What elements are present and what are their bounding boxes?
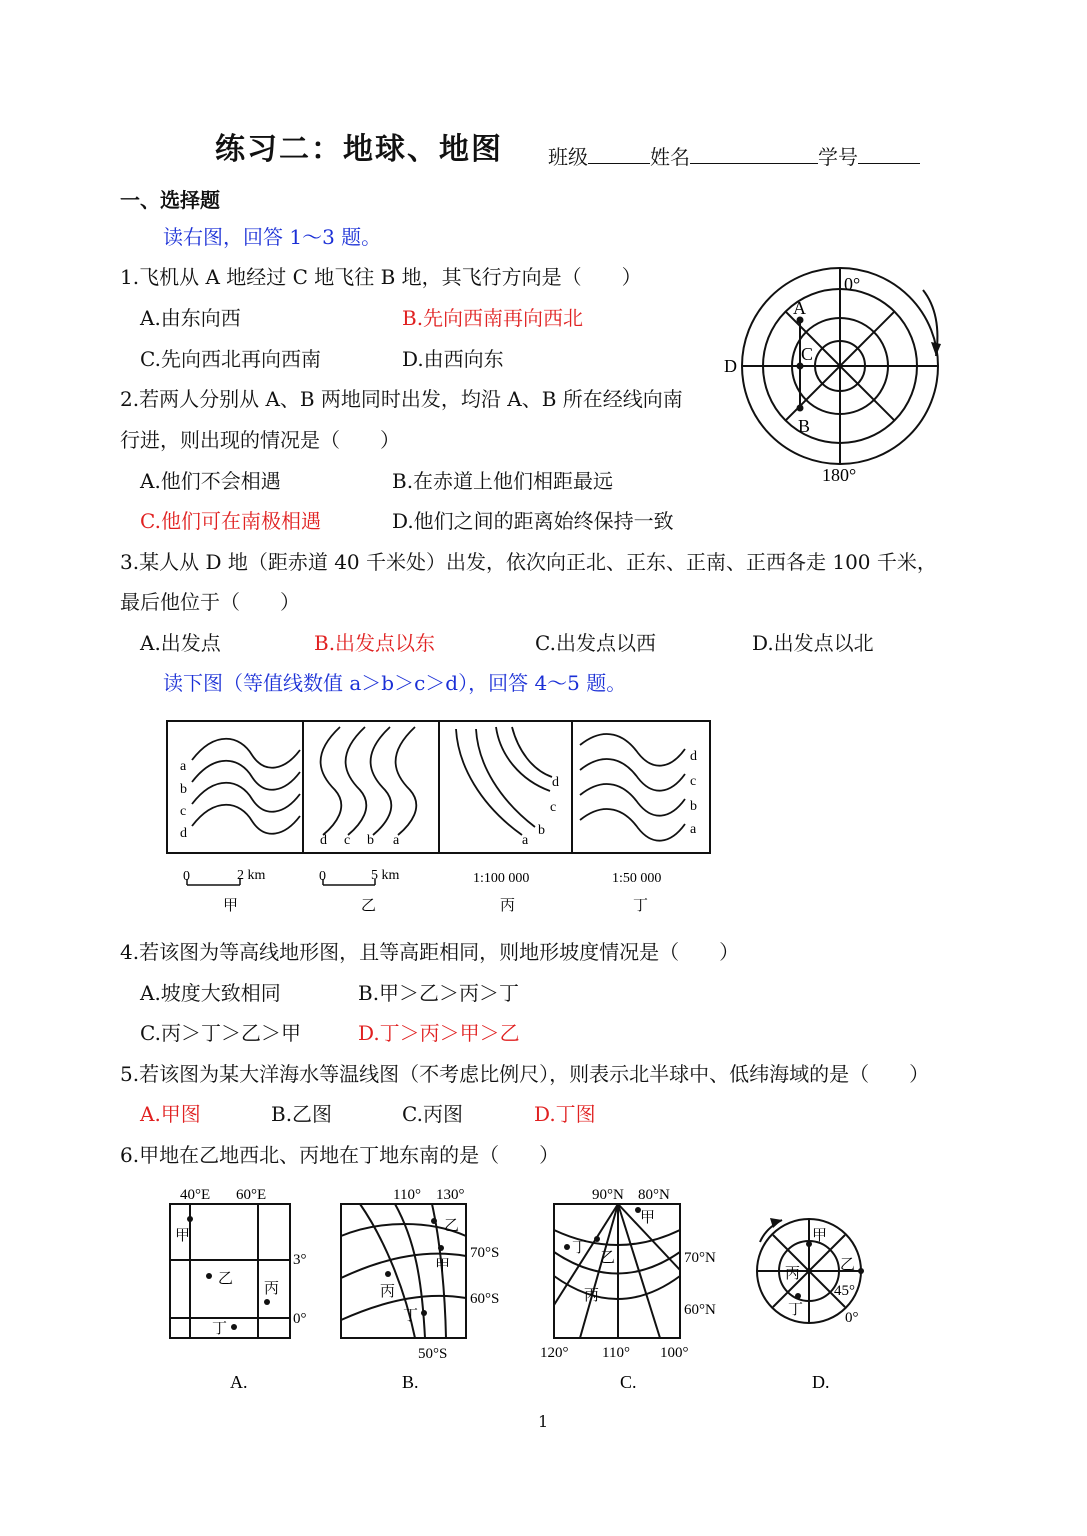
q6-maps (160, 1180, 880, 1400)
q5-option-d[interactable]: D.丁图 (534, 1102, 596, 1126)
map-c-p3: 乙 (600, 1250, 616, 1266)
bing-label-4: b (538, 823, 545, 838)
jia-label-2: b (180, 782, 187, 797)
map-b-p3: 丙 (380, 1284, 396, 1300)
jia-scale: 2 km (237, 868, 266, 883)
yi-label-2: c (344, 833, 351, 848)
section-heading: 一、选择题 (120, 188, 220, 212)
id-label: 学号 (818, 145, 858, 169)
map-b-lat1: 70°S (470, 1245, 500, 1261)
q2-option-d[interactable]: D.他们之间的距离始终保持一致 (392, 509, 674, 533)
map-c-p1: 甲 (640, 1210, 656, 1226)
map-d-caption: D. (812, 1372, 830, 1392)
q2-stem-line2: 行进，则出现的情况是（ ） (120, 428, 400, 452)
point-b-dot (797, 405, 804, 412)
bing-name: 丙 (500, 898, 516, 914)
q2-option-c[interactable]: C.他们可在南极相遇 (140, 509, 321, 533)
class-label: 班级 (548, 145, 588, 169)
ding-label-1: d (690, 749, 697, 764)
q2-option-a[interactable]: A.他们不会相遇 (140, 469, 281, 493)
map-b-p2: 甲 (435, 1258, 451, 1274)
q5-option-c[interactable]: C.丙图 (402, 1102, 463, 1126)
map-a-p2: 乙 (218, 1271, 234, 1287)
bing-label-3: a (522, 833, 529, 848)
map-a-p4: 丁 (212, 1321, 228, 1337)
q2-stem-line1: 2.若两人分别从 A、B 两地同时出发，均沿 A、B 所在经线向南 (120, 387, 683, 411)
q3-stem-line1: 3.某人从 D 地（距赤道 40 千米处）出发，依次向正北、正东、正南、正西各走 100 千米， (120, 550, 937, 574)
ding-label-3: b (690, 799, 697, 814)
q4-stem: 4.若该图为等高线地形图，且等高距相同，则地形坡度情况是（ ） (120, 940, 740, 964)
ding-label-2: c (690, 774, 697, 789)
jia-label-3: c (180, 804, 187, 819)
label-d: D (724, 356, 737, 376)
map-b-lon1: 110° (393, 1187, 421, 1203)
map-d-p1: 甲 (812, 1228, 828, 1244)
map-b-p1: 乙 (444, 1218, 460, 1234)
jia-scale-zero: 0 (183, 869, 190, 884)
contour-figure (160, 715, 720, 920)
page-title: 练习二：地球、地图 (215, 132, 503, 167)
yi-scale-zero: 0 (319, 869, 326, 884)
map-b-lat3: 50°S (418, 1346, 448, 1362)
map-a-p1: 甲 (175, 1228, 191, 1244)
map-b-lat2: 60°S (470, 1291, 500, 1307)
map-c-caption: C. (620, 1372, 637, 1392)
map-d-p2: 乙 (840, 1257, 856, 1273)
map-d-p3: 丙 (785, 1266, 801, 1282)
bing-label-1: d (552, 775, 559, 790)
q1-stem: 1.飞机从 A 地经过 C 地飞往 B 地，其飞行方向是（ ） (120, 265, 642, 289)
map-c-lon3: 100° (660, 1345, 689, 1361)
jia-label-4: d (180, 826, 187, 841)
q1-option-c[interactable]: C.先向西北再向西南 (140, 347, 321, 371)
label-0-deg: 0° (844, 274, 861, 294)
ding-name: 丁 (633, 898, 649, 914)
q4-option-b[interactable]: B.甲＞乙＞丙＞丁 (358, 981, 520, 1005)
q2-option-b[interactable]: B.在赤道上他们相距最远 (392, 469, 614, 493)
polar-diagram (718, 262, 948, 492)
map-c-p2: 丁 (572, 1240, 588, 1256)
q1-3-intro: 读右图，回答 1～3 题。 (163, 225, 382, 249)
bing-label-2: c (550, 800, 557, 815)
yi-name: 乙 (361, 898, 377, 914)
q3-option-c[interactable]: C.出发点以西 (535, 631, 656, 655)
label-b: B (798, 416, 811, 436)
yi-label-1: d (320, 833, 327, 848)
q4-option-a[interactable]: A.坡度大致相同 (140, 981, 281, 1005)
id-blank[interactable] (858, 145, 920, 164)
map-c-top1: 90°N (592, 1187, 624, 1203)
map-a-lat2: 0° (293, 1311, 307, 1327)
yi-label-3: b (367, 833, 374, 848)
map-d-p4: 丁 (788, 1302, 804, 1318)
class-field[interactable] (548, 145, 920, 169)
ding-scale: 1:50 000 (612, 871, 662, 886)
q4-5-intro: 读下图（等值线数值 a＞b＞c＞d），回答 4～5 题。 (163, 671, 627, 695)
map-a-lon1: 40°E (180, 1187, 211, 1203)
q1-option-d[interactable]: D.由西向东 (402, 347, 504, 371)
map-c-grid (554, 1204, 680, 1338)
map-b-lon2: 130° (436, 1187, 465, 1203)
ding-label-4: a (690, 822, 697, 837)
map-b-caption: B. (402, 1372, 419, 1392)
map-c-lon1: 120° (540, 1345, 569, 1361)
jia-label-1: a (180, 759, 187, 774)
label-180-deg: 180° (822, 465, 857, 485)
map-c-lat2: 60°N (684, 1302, 716, 1318)
q6-stem: 6.甲地在乙地西北、丙地在丁地东南的是（ ） (120, 1143, 560, 1167)
map-c-top2: 80°N (638, 1187, 670, 1203)
jia-name: 甲 (223, 898, 239, 914)
map-a-caption: A. (230, 1372, 248, 1392)
map-d-angle: 45° (834, 1283, 855, 1299)
q5-stem: 5.若该图为某大洋海水等温线图（不考虑比例尺），则表示北半球中、低纬海域的是（ ） (120, 1062, 930, 1086)
panel-jia-contours (192, 739, 300, 834)
map-b-p4: 丁 (403, 1308, 419, 1324)
name-label: 姓名 (650, 145, 690, 169)
q3-option-d[interactable]: D.出发点以北 (752, 631, 874, 655)
panel-yi-contours (321, 727, 417, 835)
q5-option-b[interactable]: B.乙图 (271, 1102, 333, 1126)
label-a: A (793, 298, 806, 318)
page-number: 1 (538, 1412, 549, 1431)
q4-option-d[interactable]: D.丁＞丙＞甲＞乙 (358, 1021, 520, 1045)
class-blank[interactable] (588, 145, 650, 164)
q5-option-a[interactable]: A.甲图 (140, 1102, 201, 1126)
map-c-lon2: 110° (602, 1345, 630, 1361)
bing-scale: 1:100 000 (473, 871, 530, 886)
yi-scale: 5 km (371, 868, 400, 883)
map-a-p3: 丙 (264, 1281, 280, 1297)
q3-option-a[interactable]: A.出发点 (140, 631, 221, 655)
panel-ding-contours (580, 734, 685, 841)
map-a-lon2: 60°E (236, 1187, 267, 1203)
panel-bing-contours (456, 727, 552, 835)
map-a-lat1: 3° (293, 1252, 307, 1268)
q3-stem-line2: 最后他位于（ ） (120, 590, 300, 614)
map-c-p4: 丙 (584, 1288, 600, 1304)
yi-label-4: a (393, 833, 400, 848)
name-blank[interactable] (690, 145, 818, 164)
label-c: C (801, 344, 814, 364)
q1-option-a[interactable]: A.由东向西 (140, 306, 241, 330)
q3-option-b[interactable]: B.出发点以东 (314, 631, 436, 655)
q1-option-b[interactable]: B.先向西南再向西北 (402, 306, 584, 330)
map-c-lat1: 70°N (684, 1250, 716, 1266)
map-d-zero: 0° (845, 1310, 859, 1326)
q4-option-c[interactable]: C.丙＞丁＞乙＞甲 (140, 1021, 301, 1045)
